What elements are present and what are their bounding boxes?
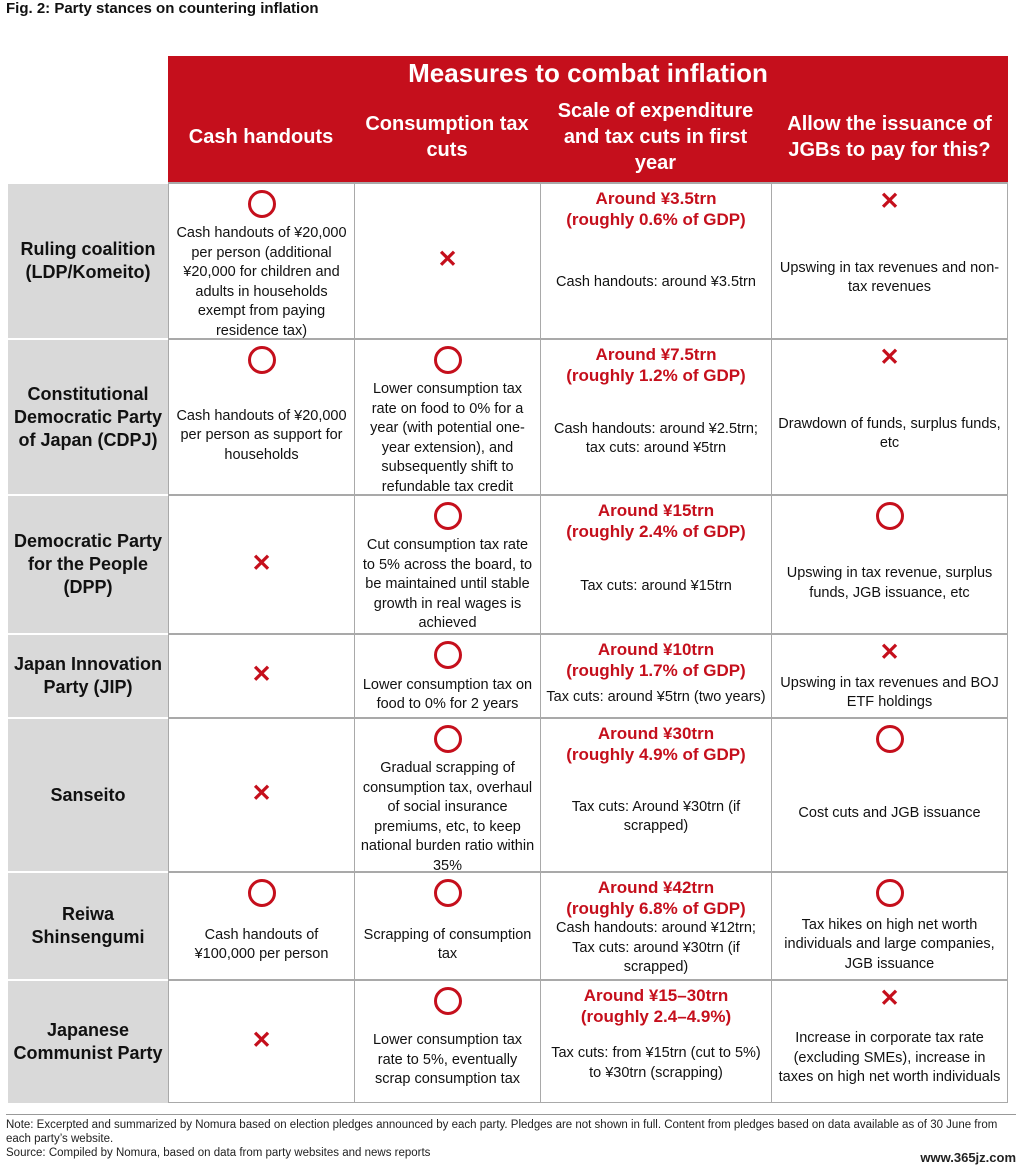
party-name: Reiwa Shinsengumi	[8, 871, 168, 979]
footer-divider	[6, 1114, 1016, 1115]
jgb-issuance-cell	[771, 979, 1008, 1103]
footer-source: Source: Compiled by Nomura, based on data from party websites and news reports	[6, 1147, 431, 1159]
cash-handouts-cell	[168, 871, 354, 979]
footer-note: Note: Excerpted and summarized by Nomura based on election pledges announced by each party. Pledges are not shown in full. Content from pledges based on data available as of 30 June from each party’s website.	[6, 1119, 998, 1145]
cash-handouts-cell	[168, 979, 354, 1103]
scale-gdp-share: (roughly 4.9% of GDP)	[566, 745, 746, 764]
circle-yes-icon	[434, 502, 462, 530]
jgb-issuance-cell	[771, 494, 1008, 633]
jgb-detail: Drawdown of funds, surplus funds, etc	[778, 415, 1001, 451]
scale-amount: Around ¥42trn	[597, 878, 715, 897]
scale-amount: Around ¥30trn	[597, 724, 715, 743]
circle-yes-icon	[876, 879, 904, 907]
footer-notes	[6, 1118, 1018, 1160]
jgb-detail: Upswing in tax revenues and non-tax revenues	[779, 259, 1000, 295]
circle-yes-icon	[876, 502, 904, 530]
consumption-tax-cell	[354, 871, 540, 979]
circle-yes-icon	[248, 879, 276, 907]
scale-detail: Tax cuts: Around ¥30trn (if scrapped)	[571, 798, 741, 834]
scale-detail: Tax cuts: around ¥5trn (two years)	[546, 689, 766, 706]
scale-amount: Around ¥3.5trn	[595, 189, 717, 208]
jgb-detail: Increase in corporate tax rate (excluding SMEs), increase in taxes on high net worth individuals	[778, 1030, 1001, 1086]
scale-detail: Cash handouts: around ¥3.5trn	[556, 274, 756, 291]
scale-gdp-share: (roughly 6.8% of GDP)	[566, 899, 746, 918]
circle-yes-icon	[434, 641, 462, 669]
tax-detail: Lower consumption tax rate on food to 0% for a year (with potential one-year extension), and subsequently shift to refundable tax credit	[370, 381, 525, 495]
cross-no-icon: ✕	[251, 780, 272, 807]
tax-detail: Cut consumption tax rate to 5% across the board, to be maintained until stable growth in real wages is achieved	[362, 537, 533, 631]
scale-detail: Cash handouts: around ¥2.5trn; tax cuts: around ¥5trn	[554, 420, 758, 456]
consumption-tax-cell	[354, 717, 540, 874]
cash-handouts-cell	[168, 633, 354, 717]
consumption-tax-cell	[354, 979, 540, 1103]
circle-yes-icon	[434, 987, 462, 1015]
tax-detail: Gradual scrapping of consumption tax, overhaul of social insurance premiums, etc, to keep national burden ratio within 35%	[360, 760, 535, 874]
figure-title: Fig. 2: Party stances on countering inflation	[6, 0, 319, 17]
scale-amount: Around ¥15–30trn	[583, 986, 729, 1005]
header-cash-handouts: Cash handouts	[188, 126, 334, 148]
jgb-detail: Upswing in tax revenue, surplus funds, JGB issuance, etc	[786, 565, 993, 601]
scale-gdp-share: (roughly 0.6% of GDP)	[566, 210, 746, 229]
scale-cell	[540, 717, 771, 871]
table-header	[168, 56, 1008, 182]
scale-detail: Cash handouts: around ¥12trn; Tax cuts: around ¥30trn (if scrapped)	[556, 920, 756, 975]
scale-gdp-share: (roughly 2.4–4.9%)	[580, 1007, 732, 1026]
scale-gdp-share: (roughly 1.7% of GDP)	[566, 661, 746, 680]
circle-yes-icon	[248, 190, 276, 218]
scale-detail: Tax cuts: from ¥15trn (cut to 5%) to ¥30trn (scrapping)	[551, 1045, 761, 1081]
consumption-tax-cell	[354, 182, 540, 338]
scale-amount: Around ¥15trn	[597, 501, 715, 520]
cash-detail: Cash handouts of ¥20,000 per person (additional ¥20,000 for children and adults in households exempt from paying residence tax)	[176, 225, 347, 339]
scale-amount: Around ¥10trn	[597, 640, 715, 659]
party-name: Sanseito	[8, 717, 168, 871]
scale-cell	[540, 182, 771, 338]
consumption-tax-cell	[354, 494, 540, 633]
cash-handouts-cell	[168, 717, 354, 871]
cash-handouts-cell	[168, 494, 354, 633]
scale-cell	[540, 338, 771, 494]
header-consumption-tax-cuts: Consumption tax cuts	[365, 113, 529, 161]
scale-cell	[540, 979, 771, 1103]
circle-yes-icon	[434, 879, 462, 907]
jgb-issuance-cell	[771, 182, 1008, 338]
party-name: Constitutional Democratic Party of Japan (CDPJ)	[8, 338, 168, 494]
cash-detail: Cash handouts of ¥100,000 per person	[194, 926, 329, 962]
scale-cell	[540, 633, 771, 717]
cross-no-icon: ✕	[251, 1026, 272, 1054]
circle-yes-icon	[248, 346, 276, 374]
circle-yes-icon	[434, 725, 462, 753]
scale-cell	[540, 871, 771, 979]
jgb-issuance-cell	[771, 338, 1008, 494]
header-main-title: Measures to combat inflation	[408, 58, 768, 88]
circle-yes-icon	[434, 346, 462, 374]
party-name: Ruling coalition (LDP/Komeito)	[8, 182, 168, 338]
jgb-detail: Tax hikes on high net worth individuals and large companies, JGB issuance	[784, 916, 995, 972]
jgb-issuance-cell	[771, 717, 1008, 871]
consumption-tax-cell	[354, 633, 540, 717]
tax-detail: Scrapping of consumption tax	[363, 926, 532, 962]
scale-cell	[540, 494, 771, 633]
consumption-tax-cell	[354, 338, 540, 494]
cross-no-icon: ✕	[879, 639, 900, 666]
cross-no-icon: ✕	[879, 188, 900, 215]
circle-yes-icon	[876, 725, 904, 753]
scale-gdp-share: (roughly 2.4% of GDP)	[566, 522, 746, 541]
scale-gdp-share: (roughly 1.2% of GDP)	[566, 366, 746, 385]
cash-detail: Cash handouts of ¥20,000 per person as support for households	[176, 407, 347, 463]
jgb-detail: Cost cuts and JGB issuance	[798, 805, 981, 822]
header-allow-jgb-issuance: Allow the issuance of JGBs to pay for this?	[787, 113, 992, 161]
header-scale-of-expenditure: Scale of expenditure and tax cuts in first year	[557, 100, 754, 174]
cross-no-icon: ✕	[251, 549, 272, 577]
watermark: www.365jz.com	[920, 1150, 1016, 1165]
cross-no-icon: ✕	[879, 344, 900, 371]
cash-handouts-cell	[168, 338, 354, 494]
jgb-detail: Upswing in tax revenues and BOJ ETF holdings	[780, 674, 999, 710]
party-stances-table	[8, 56, 1015, 1103]
scale-detail: Tax cuts: around ¥15trn	[580, 577, 732, 594]
cross-no-icon: ✕	[251, 661, 272, 688]
header-empty-corner	[8, 56, 168, 182]
cash-handouts-cell	[168, 182, 354, 338]
tax-detail: Lower consumption tax on food to 0% for 2 years	[362, 676, 533, 712]
cross-no-icon: ✕	[879, 985, 900, 1012]
cross-no-icon: ✕	[437, 246, 458, 273]
party-name: Japan Innovation Party (JIP)	[8, 633, 168, 717]
scale-amount: Around ¥7.5trn	[595, 345, 717, 364]
party-name: Japanese Communist Party	[8, 979, 168, 1103]
tax-detail: Lower consumption tax rate to 5%, eventually scrap consumption tax	[372, 1032, 523, 1088]
jgb-issuance-cell	[771, 633, 1008, 717]
jgb-issuance-cell	[771, 871, 1008, 979]
party-name: Democratic Party for the People (DPP)	[8, 494, 168, 633]
